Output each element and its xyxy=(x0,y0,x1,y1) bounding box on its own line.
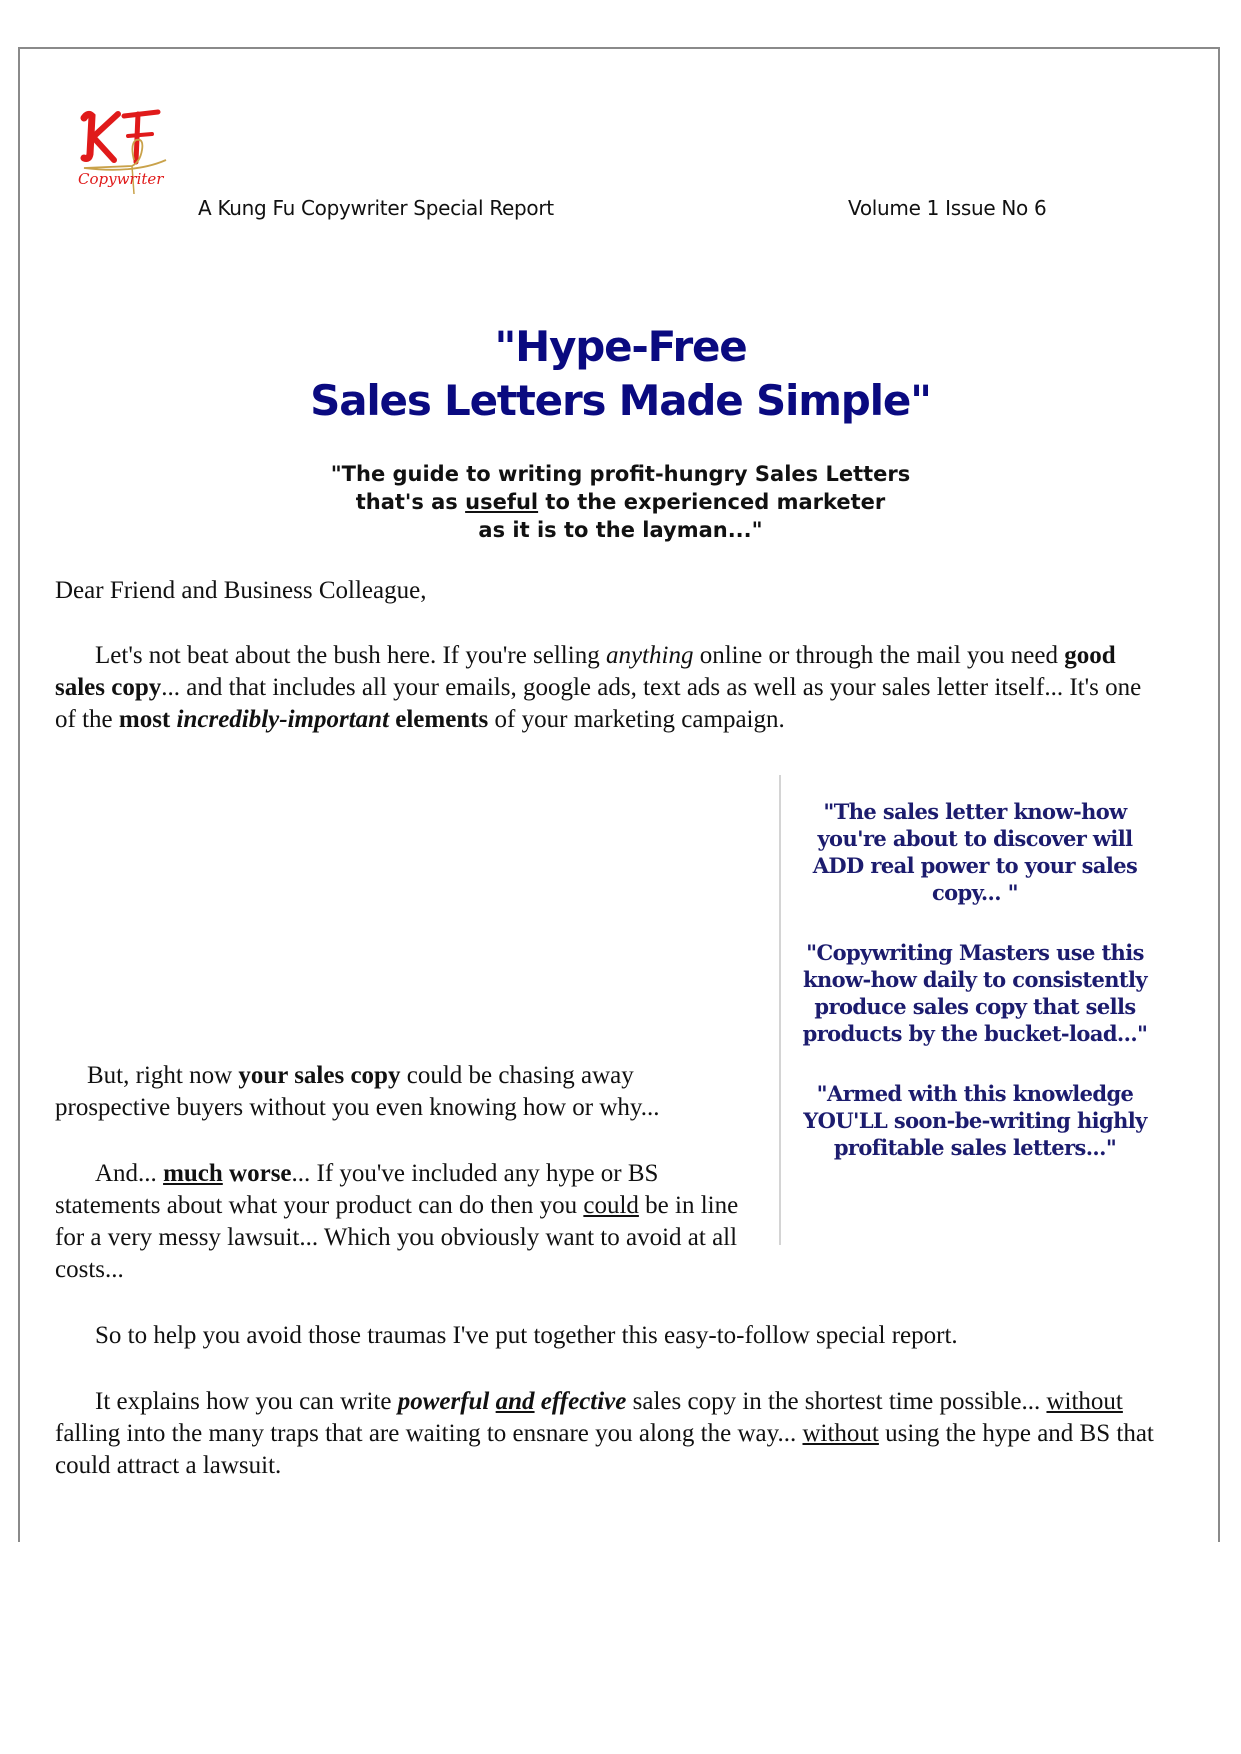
text: ... and that includes all your emails, google ads, text ads as well as your sales letter itself... It's one of the xyxy=(55,674,1142,733)
emphasis: anything xyxy=(605,642,694,669)
subtitle-useful: useful xyxy=(465,490,539,514)
sidebar-quote-2: "Copywriting Masters use this know-how daily to consistently produce sales copy that sells products by the bucket-load..." xyxy=(802,940,1148,1046)
emphasis: elements xyxy=(395,706,489,733)
emphasis: much xyxy=(163,1160,223,1187)
emphasis: incredibly-important xyxy=(176,706,390,733)
testimonial-sidebar xyxy=(800,798,1150,1194)
text: falling into the many traps that are waiting to ensnare you along the way... xyxy=(55,1420,803,1447)
page-title xyxy=(0,320,1241,428)
emphasis: without xyxy=(802,1420,879,1447)
issue-label: Volume 1 Issue No 6 xyxy=(848,196,1047,220)
kung-fu-copywriter-logo xyxy=(74,104,184,200)
text: Let's not beat about the bush here. If you're selling xyxy=(95,642,606,669)
title-line-1: "Hype-Free xyxy=(494,322,747,371)
text: of your marketing campaign. xyxy=(488,706,785,733)
text: online or through the mail you need xyxy=(693,642,1065,669)
page-border xyxy=(18,47,1220,1542)
emphasis: without xyxy=(1046,1388,1123,1415)
emphasis: powerful xyxy=(397,1388,490,1415)
text: sales copy in the shortest time possible... xyxy=(626,1388,1047,1415)
subtitle-line-2-post: to the experienced marketer xyxy=(538,490,886,514)
subtitle-line-3: as it is to the layman..." xyxy=(478,518,763,542)
text: So to help you avoid those traumas I've put together this easy-to-follow special report. xyxy=(95,1322,958,1349)
emphasis: effective xyxy=(540,1388,627,1415)
emphasis: worse xyxy=(229,1160,292,1187)
subtitle xyxy=(0,460,1241,544)
text: But, right now xyxy=(87,1062,239,1089)
paragraph-3 xyxy=(55,1158,755,1286)
text: using the hype and BS that could attract a lawsuit. xyxy=(55,1420,1154,1479)
paragraph-5 xyxy=(55,1386,1165,1482)
emphasis: could xyxy=(583,1192,639,1219)
paragraph-1 xyxy=(55,640,1165,736)
text: ... If you've included any hype or BS statements about what your product can do then you xyxy=(55,1160,659,1219)
paragraph-2 xyxy=(55,1060,755,1124)
subtitle-line-2-pre: that's as xyxy=(355,490,466,514)
paragraph-4 xyxy=(55,1320,1165,1352)
emphasis: your sales copy xyxy=(238,1062,401,1089)
svg-text:Copywriter: Copywriter xyxy=(78,170,164,188)
title-line-2: Sales Letters Made Simple" xyxy=(310,376,931,425)
sidebar-quote-3: "Armed with this knowledge YOU'LL soon-be-writing highly profitable sales letters..." xyxy=(803,1081,1147,1160)
emphasis: and xyxy=(495,1388,535,1415)
salutation: Dear Friend and Business Colleague, xyxy=(55,577,427,604)
text: And... xyxy=(95,1160,164,1187)
text: It explains how you can write xyxy=(95,1388,398,1415)
emphasis: most xyxy=(118,706,171,733)
sidebar-quote-1: "The sales letter know-how you're about to discover will ADD real power to your sales copy... " xyxy=(812,799,1138,905)
subtitle-line-1: "The guide to writing profit-hungry Sales Letters xyxy=(330,462,911,486)
text: could be chasing away prospective buyers without you even knowing how or why... xyxy=(55,1062,660,1121)
text: be in line for a very messy lawsuit... Which you obviously want to avoid at all costs... xyxy=(55,1192,739,1283)
sidebar-divider xyxy=(779,775,781,1245)
emphasis: good sales copy xyxy=(55,642,1116,701)
report-label: A Kung Fu Copywriter Special Report xyxy=(198,196,554,220)
